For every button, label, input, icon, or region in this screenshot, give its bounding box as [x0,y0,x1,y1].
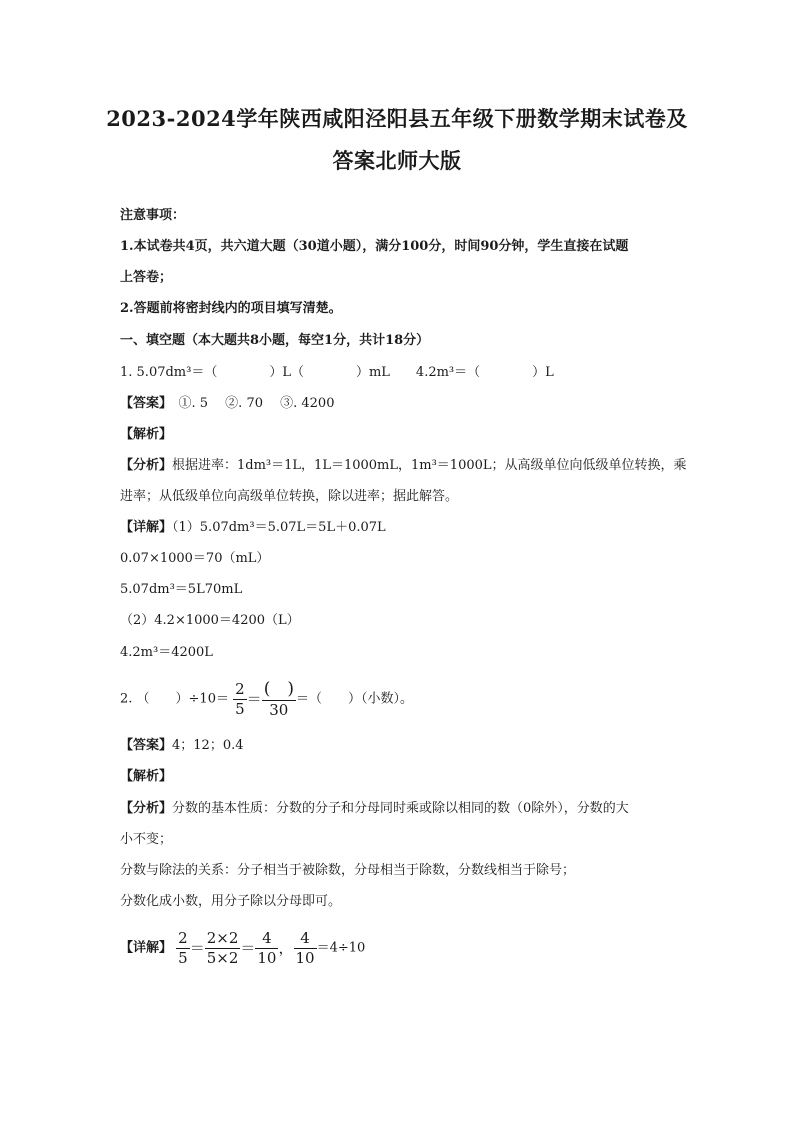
equals-sign: ＝ [240,939,256,957]
fraction-numerator: 4 [255,931,278,949]
answer-tag: 【答案】 [120,738,173,753]
separator: ， [278,939,294,957]
q1-detail-line-5: 4.2m³＝4200L [120,645,213,660]
q1-analysis [120,456,687,476]
fraction-denominator: 5 [178,948,188,967]
fraction-numerator: 2 [178,928,188,947]
fraction-blank-over-thirty [262,678,296,719]
fraction-denominator: 10 [295,948,315,967]
answer-text: 4；12；0.4 [172,738,244,753]
detail-tag: 【详解】 [120,940,173,956]
q1-detail-line-2: 0.07×1000＝70（mL） [120,551,270,566]
fraction-four-tenths [294,928,317,967]
question-2 [120,678,413,721]
q2-answer [120,736,244,756]
detail-text: （1）5.07dm³＝5.07L＝5L＋0.07L [172,520,386,535]
answer-text: ①. 5 ②. 70 ③. 4200 [165,396,335,411]
answer-tag: 【答案】 [120,396,166,411]
q1-detail-line-3: 5.07dm³＝5L70mL [120,582,243,597]
fraction-two-fifths [176,928,190,967]
q1-detail-line-4: （2）4.2×1000＝4200（L） [120,613,300,628]
question-1: 1. 5.07dm³＝（ ）L（ ）mL 4.2m³＝（ ）L [120,365,554,380]
division-result: ＝4÷10 [316,940,366,956]
fraction-expanded [205,928,241,967]
q2-jiexi-tag: 【解析】 [120,769,173,784]
notice-heading: 注意事项： [120,208,186,223]
page-title-line-1: 2023-2024学年陕西咸阳泾阳县五年级下册数学期末试卷及 [106,106,688,131]
q2-detail [120,926,365,971]
fraction-denominator: 5×2 [206,948,239,967]
q2-analysis-line-4: 分数化成小数，用分子除以分母即可。 [120,894,342,909]
fraction-denominator: 10 [257,948,277,967]
analysis-tag: 【分析】 [120,458,173,473]
notice-item-1-cont: 上答卷； [120,270,173,285]
analysis-text: 根据进率：1dm³＝1L，1L＝1000mL，1m³＝1000L；从高级单位向低级单位转换，乘 [172,458,687,473]
page-title-line-2: 答案北师大版 [332,148,462,173]
fraction-denominator: 5 [235,699,245,718]
q2-suffix: ＝（ ）（小数）。 [295,691,413,707]
fraction-two-fifths [233,679,247,718]
q2-analysis-cont: 小不变； [120,832,173,847]
q1-jiexi-tag: 【解析】 [120,427,173,442]
analysis-text: 分数的基本性质：分数的分子和分母同时乘或除以相同的数（0除外），分数的大 [172,801,629,816]
equals-sign: ＝ [189,939,205,957]
fraction-four-tenths [255,928,278,967]
equals-sign: ＝ [246,690,262,708]
q2-analysis [120,799,629,819]
notice-item-1: 1.本试卷共4页，共六道大题（30道小题），满分100分，时间90分钟，学生直接在试题 [120,239,629,254]
q2-prefix: 2. （ ）÷10＝ [120,691,229,707]
q1-answer [120,394,334,414]
q1-detail [120,518,386,538]
notice-item-2: 2.答题前将密封线内的项目填写清楚。 [120,301,342,316]
q1-analysis-cont: 进率；从低级单位向高级单位转换，除以进率；据此解答。 [120,489,459,504]
detail-tag: 【详解】 [120,520,173,535]
fraction-denominator: 30 [269,700,289,719]
fraction-numerator-blank: ( ) [263,678,294,699]
q2-analysis-line-3: 分数与除法的关系：分子相当于被除数，分母相当于除数，分数线相当于除号； [120,863,576,878]
section-heading: 一、填空题（本大题共8小题，每空1分，共计18分） [120,333,430,348]
fraction-numerator: 4 [294,931,317,949]
analysis-tag: 【分析】 [120,801,173,816]
fraction-numerator: 2×2 [206,928,239,947]
fraction-numerator: 2 [235,679,245,698]
